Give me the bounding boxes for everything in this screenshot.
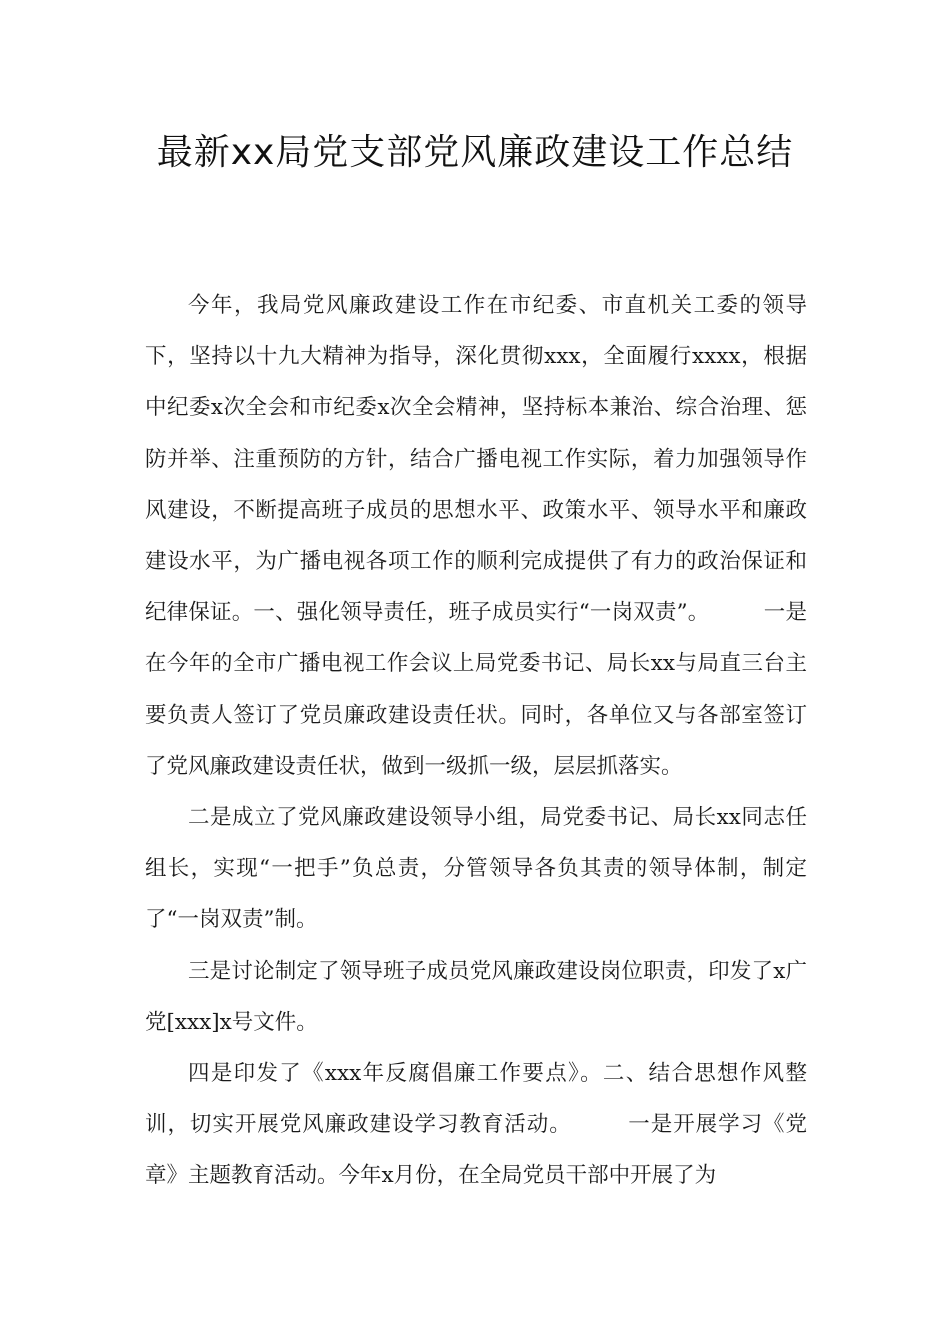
paragraph-4: 四是印发了《xxx年反腐倡廉工作要点》。二、结合思想作风整训，切实开展党风廉政建设学习教育活动。 一是开展学习《党章》主题教育活动。今年x月份，在全局党员干部中开展了为 [145, 1061, 807, 1189]
document-body [145, 280, 807, 1202]
paragraph-3: 三是讨论制定了领导班子成员党风廉政建设岗位职责，印发了x广党[xxx]x号文件。 [145, 958, 807, 1035]
document-title: 最新xx局党支部党风廉政建设工作总结 [156, 132, 794, 173]
paragraph-1: 今年，我局党风廉政建设工作在市纪委、市直机关工委的领导下，坚持以十九大精神为指导，深化贯彻xxx，全面履行xxxx，根据中纪委x次全会和市纪委x次全会精神，坚持标本兼治、综合治理、惩防并举、注重预防的方针，结合广播电视工作实际，着力加强领导作风建设，不断提高班子成员的思想水平、政策水平、领导水平和廉政建设水平，为广播电视各项工作的顺利完成提供了有力的政治保证和纪律保证。一、强化领导责任，班子成员实行“一岗双责”。 一是在今年的全市广播电视工作会议上局党委书记、局长xx与局直三台主要负责人签订了党员廉政建设责任状。同时，各单位又与各部室签订了党风廉政建设责任状，做到一级抓一级，层层抓落实。 [145, 293, 807, 779]
paragraph-2: 二是成立了党风廉政建设领导小组，局党委书记、局长xx同志任组长，实现“一把手”负总责，分管领导各负其责的领导体制，制定了“一岗双责”制。 [145, 805, 807, 933]
